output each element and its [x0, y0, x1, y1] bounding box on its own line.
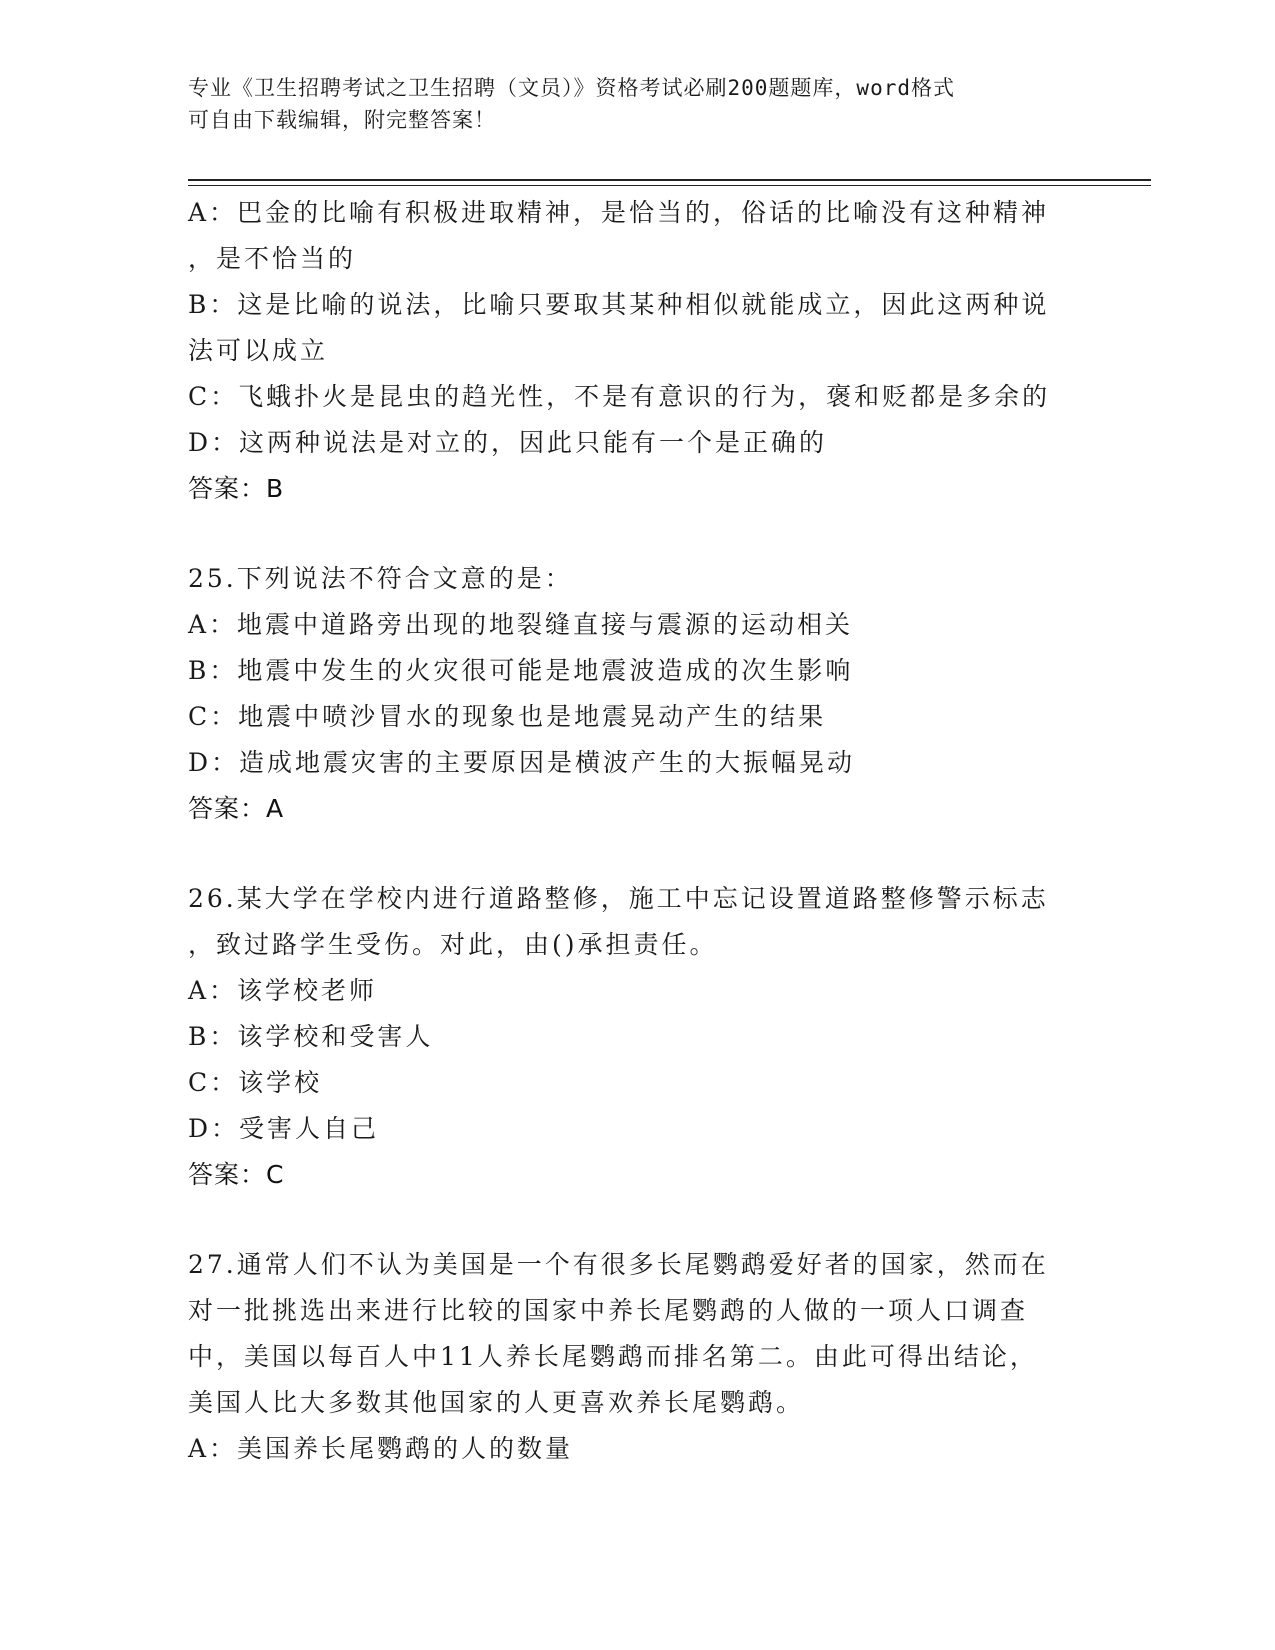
question-stem: ，致过路学生受伤。对此，由()承担责任。 [188, 930, 718, 959]
question-stem: 美国人比大多数其他国家的人更喜欢养长尾鹦鹉。 [188, 1388, 805, 1417]
question-26 [188, 876, 1088, 1198]
option-line: ，是不恰当的 [188, 244, 357, 273]
option-line: 法可以成立 [188, 336, 329, 365]
option-line: B：这是比喻的说法，比喻只要取其某种相似就能成立，因此这两种说 [188, 290, 1050, 319]
option-b: B：该学校和受害人 [188, 1022, 434, 1051]
option-a: A：该学校老师 [188, 976, 378, 1005]
option-line: A：巴金的比喻有积极进取精神，是恰当的，俗话的比喻没有这种精神 [188, 198, 1050, 227]
document-header [188, 72, 1088, 136]
answer-line: 答案：A [188, 794, 285, 823]
question-25 [188, 556, 1088, 832]
option-c: C：地震中喷沙冒水的现象也是地震晃动产生的结果 [188, 702, 827, 731]
question-spacer [188, 1198, 1088, 1242]
option-line: D：这两种说法是对立的，因此只能有一个是正确的 [188, 428, 828, 457]
question-27 [188, 1242, 1088, 1472]
option-a: A：地震中道路旁出现的地裂缝直接与震源的运动相关 [188, 610, 854, 639]
question-spacer [188, 512, 1088, 556]
header-divider-thick [188, 179, 1151, 181]
question-stem: 对一批挑选出来进行比较的国家中养长尾鹦鹉的人做的一项人口调查 [188, 1296, 1029, 1325]
answer-line: 答案：B [188, 474, 285, 503]
option-line: C：飞蛾扑火是昆虫的趋光性，不是有意识的行为，褒和贬都是多余的 [188, 382, 1051, 411]
option-c: C：该学校 [188, 1068, 323, 1097]
option-d: D：造成地震灾害的主要原因是横波产生的大振幅晃动 [188, 748, 856, 777]
header-title-line-1: 专业《卫生招聘考试之卫生招聘（文员）》资格考试必刷200题题库，word格式 [188, 76, 955, 100]
question-stem: 25.下列说法不符合文意的是： [188, 564, 573, 593]
question-stem: 26.某大学在学校内进行道路整修，施工中忘记设置道路整修警示标志 [188, 884, 1049, 913]
answer-line: 答案：C [188, 1160, 285, 1189]
question-content [188, 190, 1088, 1472]
option-b: B：地震中发生的火灾很可能是地震波造成的次生影响 [188, 656, 854, 685]
question-stem: 27.通常人们不认为美国是一个有很多长尾鹦鹉爱好者的国家，然而在 [188, 1250, 1049, 1279]
header-divider-thin [188, 185, 1151, 186]
header-title-line-2: 可自由下载编辑，附完整答案！ [188, 108, 496, 132]
option-d: D：受害人自己 [188, 1114, 380, 1143]
question-stem: 中，美国以每百人中11人养长尾鹦鹉而排名第二。由此可得出结论， [188, 1342, 1038, 1371]
question-spacer [188, 832, 1088, 876]
question-24-continued [188, 190, 1088, 512]
option-a: A：美国养长尾鹦鹉的人的数量 [188, 1434, 574, 1463]
